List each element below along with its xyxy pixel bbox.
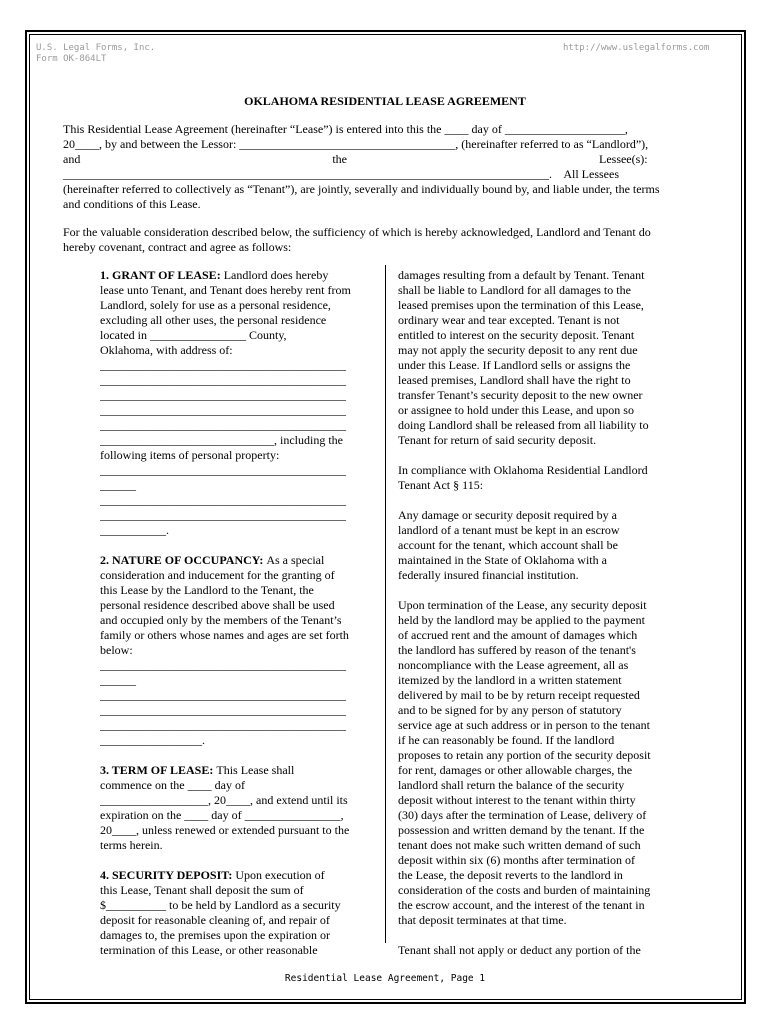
consideration-line: hereby covenant, contract and agree as follows: (63, 240, 292, 254)
section-grant-of-lease (100, 268, 372, 538)
oklahoma-act-reference (398, 463, 670, 493)
deposit-continued-line: Tenant for return of said security deposit. (398, 433, 597, 447)
termination-line: for rent, damages or other allowable charges, the (398, 763, 633, 777)
deposit-line: 4. SECURITY DEPOSIT: Upon execution of (100, 868, 325, 882)
term-line: 3. TERM OF LEASE: This Lease shall (100, 763, 295, 777)
section-security-deposit (100, 868, 372, 958)
intro-line: and conditions of this Lease. (63, 197, 201, 211)
escrow-line: Any damage or security deposit required by a (398, 508, 617, 522)
deposit-continued-line: leased premises, Landlord shall have the right to (398, 373, 631, 387)
termination-line: held by the landlord may be applied to the payment (398, 613, 645, 627)
grant-line: following items of personal property: (100, 448, 280, 462)
grant-line: located in ________________ County, (100, 328, 287, 342)
section-term-of-lease (100, 763, 372, 853)
term-line: commence on the ____ day of (100, 778, 245, 792)
occupancy-line: 2. NATURE OF OCCUPANCY: As a special (100, 553, 325, 567)
termination-line: deposit within six (6) months after termination of (398, 853, 635, 867)
termination-line: landlord shall return the balance of the security (398, 778, 625, 792)
page-footer: Residential Lease Agreement, Page 1 (284, 973, 486, 984)
header-url: http://www.uslegalforms.com (563, 43, 710, 53)
termination-line: consideration of the costs and burden of maintaining (398, 883, 651, 897)
header-company: U.S. Legal Forms, Inc. (36, 43, 156, 53)
grant-line: Landlord, solely for use as a personal residence, (100, 298, 331, 312)
security-deposit-continued (398, 268, 670, 448)
apply-clause-line: Tenant shall not apply or deduct any portion of the (398, 943, 641, 957)
termination-line: (30) days after the termination of Lease, delivery of (398, 808, 647, 822)
term-line: terms herein. (100, 838, 163, 852)
deposit-line: termination of this Lease, or other reasonable (100, 943, 318, 957)
consideration-paragraph (63, 225, 707, 255)
term-line: expiration on the ____ day of ________________, (100, 808, 344, 822)
grant-line: _________________________________________ (100, 418, 346, 432)
consideration-line: For the valuable consideration described below, the sufficiency of which is hereby acknowledged, Landlord and Tenant do (63, 225, 651, 239)
deposit-line: damages to, the premises upon the expiration or (100, 928, 330, 942)
termination-line: noncompliance with the Lease agreement, all as (398, 658, 629, 672)
intro-line: (hereinafter referred to collectively as “Tenant”), are jointly, severally and individually bound by, and liable under, the terms (63, 182, 660, 196)
section-heading: 2. NATURE OF OCCUPANCY: (100, 553, 267, 567)
escrow-line: account for the tenant, which account shall be (398, 538, 618, 552)
deposit-continued-line: leased premises upon the termination of this Lease, (398, 298, 644, 312)
section-heading: 3. TERM OF LEASE: (100, 763, 217, 777)
act-reference-line: Tenant Act § 115: (398, 478, 484, 492)
escrow-line: landlord of a tenant must be kept in an escrow (398, 523, 620, 537)
occupancy-line: and occupied only by the members of the Tenant’s (100, 613, 342, 627)
escrow-line: maintained in the State of Oklahoma with a (398, 553, 607, 567)
termination-line: itemized by the landlord in a written statement (398, 673, 622, 687)
document-title: OKLAHOMA RESIDENTIAL LEASE AGREEMENT (244, 94, 526, 108)
grant-line: _________________________________________ (100, 508, 346, 522)
right-column (398, 268, 670, 958)
grant-line: ___________. (100, 523, 169, 537)
deposit-continued-line: transfer Tenant’s security deposit to the new owner (398, 388, 643, 402)
termination-line: proposes to retain any portion of the security deposit (398, 748, 651, 762)
deposit-continued-line: under this Lease. If Landlord sells or assigns the (398, 358, 631, 372)
grant-line: lease unto Tenant, and Tenant does hereby rent from (100, 283, 351, 297)
intro-line: 20____, by and between the Lessor: ____________________________________, (hereinafter referred to as “Landlord”), (63, 137, 649, 151)
intro-line: and the Lessee(s): (63, 152, 648, 166)
occupancy-line: _________________________________________ (100, 688, 346, 702)
termination-line: delivered by mail to be by return receipt requested (398, 688, 640, 702)
occupancy-line: _________________________________________ (100, 703, 346, 717)
deposit-continued-line: may not apply the security deposit to any rent due (398, 343, 638, 357)
termination-line: service age at such address or in person to the tenant (398, 718, 650, 732)
grant-line: ______ (100, 478, 136, 492)
termination-line: deposit without interest to the tenant within thirty (398, 793, 636, 807)
term-line: 20____, unless renewed or extended pursuant to the (100, 823, 350, 837)
intro-line: _________________________________________________________________________________. All Lessees (63, 167, 619, 181)
occupancy-line: this Lease by the Landlord to the Tenant, the (100, 583, 314, 597)
grant-line: _________________________________________ (100, 358, 346, 372)
deposit-continued-line: ordinary wear and tear excepted. Tenant is not (398, 313, 620, 327)
grant-line: 1. GRANT OF LEASE: Landlord does hereby (100, 268, 329, 282)
termination-line: possession and written demand by the tenant. If the (398, 823, 645, 837)
column-divider (385, 265, 386, 943)
grant-line: excluding all other uses, the personal residence (100, 313, 327, 327)
occupancy-line: consideration and inducement for the granting of (100, 568, 335, 582)
deposit-line: $__________ to be held by Landlord as a security (100, 898, 341, 912)
termination-line: of accrued rent and the amount of damages which (398, 628, 638, 642)
termination-line: the landlord has suffered by reason of the tenant's (398, 643, 636, 657)
deposit-termination-terms (398, 598, 670, 928)
grant-line: _________________________________________ (100, 373, 346, 387)
termination-line: the escrow account, and the interest of the tenant in (398, 898, 645, 912)
termination-line: tenant does not make such written demand of such (398, 838, 641, 852)
grant-line: _________________________________________ (100, 463, 346, 477)
termination-line: if he can reasonably be found. If the landlord (398, 733, 615, 747)
grant-line: Oklahoma, with address of: (100, 343, 233, 357)
deposit-continued-line: shall be liable to Landlord for all damages to the (398, 283, 631, 297)
occupancy-line: below: (100, 643, 133, 657)
intro-paragraph (63, 122, 707, 212)
deposit-line: deposit for reasonable cleaning of, and repair of (100, 913, 330, 927)
deposit-continued-line: or assignee to hold under this Lease, and upon so (398, 403, 634, 417)
deposit-line: this Lease, Tenant shall deposit the sum of (100, 883, 304, 897)
header-form-id: Form OK-864LT (36, 54, 107, 64)
deposit-continued-line: damages resulting from a default by Tenant. Tenant (398, 268, 645, 282)
left-column (100, 268, 372, 958)
deposit-apply-clause (398, 943, 670, 958)
grant-line: _________________________________________ (100, 403, 346, 417)
section-heading: 1. GRANT OF LEASE: (100, 268, 224, 282)
grant-line: _________________________________________ (100, 388, 346, 402)
termination-line: that deposit terminates at that time. (398, 913, 567, 927)
occupancy-line: _________________. (100, 733, 205, 747)
occupancy-line: personal residence described above shall be used (100, 598, 335, 612)
act-reference-line: In compliance with Oklahoma Residential Landlord (398, 463, 648, 477)
deposit-continued-line: entitled to interest on the security deposit. Tenant (398, 328, 635, 342)
occupancy-line: _________________________________________ (100, 658, 346, 672)
termination-line: and to be signed for by any person of statutory (398, 703, 622, 717)
intro-line: This Residential Lease Agreement (hereinafter “Lease”) is entered into this the ____ day of ____________________, (63, 122, 628, 136)
deposit-continued-line: doing Landlord shall be released from all liability to (398, 418, 649, 432)
escrow-requirement (398, 508, 670, 583)
escrow-line: federally insured financial institution. (398, 568, 579, 582)
termination-line: the Lease, the deposit reverts to the landlord in (398, 868, 623, 882)
occupancy-line: ______ (100, 673, 136, 687)
occupancy-line: _________________________________________ (100, 718, 346, 732)
section-nature-of-occupancy (100, 553, 372, 748)
term-line: __________________, 20____, and extend until its (100, 793, 348, 807)
section-heading: 4. SECURITY DEPOSIT: (100, 868, 236, 882)
termination-line: Upon termination of the Lease, any security deposit (398, 598, 647, 612)
occupancy-line: family or others whose names and ages are set forth (100, 628, 349, 642)
grant-line: _________________________________________ (100, 493, 346, 507)
grant-line: _____________________________, including the (100, 433, 343, 447)
